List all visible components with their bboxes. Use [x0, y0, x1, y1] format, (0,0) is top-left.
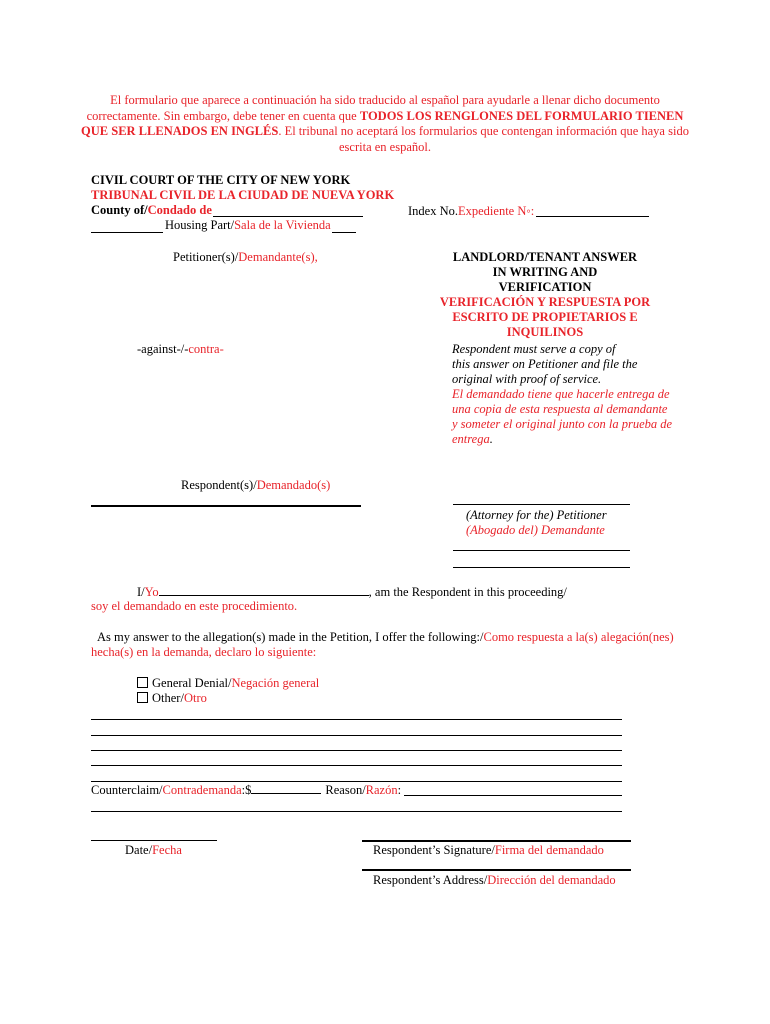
address-label [373, 873, 616, 888]
housing-part-label [165, 218, 331, 233]
county-label-en: County of/ [91, 203, 148, 217]
against-en: -against-/- [137, 342, 189, 356]
answer-intro-es-1: Como respuesta a la(s) alegación(nes) [483, 630, 674, 644]
counterclaim-line-2[interactable] [91, 811, 622, 812]
against-label [137, 342, 224, 357]
respondent-name-field[interactable] [159, 584, 369, 596]
general-denial-checkbox[interactable] [137, 677, 148, 688]
date-es: Fecha [152, 843, 182, 857]
statement-i-en: I/ [137, 585, 145, 599]
counterclaim-en: Counterclaim/ [91, 783, 163, 797]
counterclaim-line [91, 782, 401, 798]
signature-es: Firma del demandado [494, 843, 604, 857]
date-field[interactable] [91, 840, 217, 841]
attorney-label-en: (Attorney for the) Petitioner [466, 508, 607, 522]
reason-colon: : [397, 783, 402, 797]
signature-label [373, 843, 604, 858]
against-es: contra- [188, 342, 224, 356]
title-es-line1: VERIFICACIÓN Y RESPUESTA POR [439, 295, 651, 309]
notice-text-2: . El tribunal no aceptará los formularios que contengan información que haya sido escrita en español. [278, 124, 689, 154]
statement-line [137, 584, 567, 600]
reason-es: Razón [365, 783, 398, 797]
instruction-es-3: y someter el original junto con la prueba de [452, 417, 673, 431]
answer-line-1[interactable] [91, 719, 622, 720]
answer-intro-en: As my answer to the allegation(s) made in the Petition, I offer the following:/ [97, 630, 484, 644]
general-denial-option [137, 676, 319, 691]
counterclaim-amount-field[interactable] [251, 782, 321, 794]
counterclaim-es: Contrademanda [162, 783, 242, 797]
answer-intro-es-2: hecha(s) en la demanda, declaro lo siguiente: [91, 645, 317, 659]
instruction-es-4-period: . [489, 432, 493, 446]
instruction-es-1: El demandado tiene que hacerle entrega de [452, 387, 670, 401]
answer-line-3[interactable] [91, 750, 622, 751]
notice-text-1: El formulario que aparece a continuación ha sido traducido al español para ayudarle a llenar dicho documento correctamente. Sin embargo, debe tener en cuenta que [86, 93, 660, 123]
general-denial-en: General Denial/ [152, 676, 232, 690]
caption-divider [91, 505, 361, 507]
other-checkbox[interactable] [137, 692, 148, 703]
housing-part-en: Housing Part/ [165, 218, 235, 232]
address-en: Respondent’s Address/ [373, 873, 488, 887]
answer-line-2[interactable] [91, 735, 622, 736]
answer-intro [97, 630, 674, 645]
housing-part-underline [332, 232, 356, 233]
instruction-en-1: Respondent must serve a copy of [452, 342, 616, 356]
instruction-es-4 [452, 432, 493, 447]
title-es-line3: INQUILINOS [506, 325, 584, 339]
county-label [91, 203, 212, 218]
signature-field[interactable] [362, 840, 631, 842]
instruction-en-2: this answer on Petitioner and file the [452, 357, 638, 371]
address-es: Dirección del demandado [487, 873, 616, 887]
other-en: Other/ [152, 691, 184, 705]
counterclaim-dollar: :$ [241, 783, 252, 797]
attorney-line-2[interactable] [453, 567, 630, 568]
notice-bold-text: TODOS LOS RENGLONES DEL FORMULARIO TIENEN QUE SER LLENADOS EN INGLÉS [81, 108, 684, 138]
statement-rest-es: soy el demandado en este procedimiento. [91, 599, 298, 613]
housing-part-field[interactable] [91, 232, 163, 233]
attorney-line-1[interactable] [453, 550, 630, 551]
date-label [125, 843, 182, 858]
instruction-es-4-text: entrega [452, 432, 490, 446]
county-label-es: Condado de [147, 203, 212, 217]
statement-i-es: Yo [144, 585, 159, 599]
other-option [137, 691, 207, 706]
address-field[interactable] [362, 869, 631, 871]
title-en-line2: IN WRITING AND [492, 265, 598, 279]
title-en-line1: LANDLORD/TENANT ANSWER [452, 250, 638, 264]
respondent-label [181, 478, 330, 493]
index-number-es: Expediente N◦: [458, 204, 535, 218]
attorney-name-field[interactable] [453, 504, 630, 505]
housing-part-es: Sala de la Vivienda [234, 218, 331, 232]
index-number-label [408, 204, 534, 219]
statement-rest-en: , am the Respondent in this proceeding/ [368, 585, 567, 599]
general-denial-es: Negación general [231, 676, 320, 690]
instruction-en-3: original with proof of service. [452, 372, 602, 386]
signature-en: Respondent’s Signature/ [373, 843, 495, 857]
petitioner-label [173, 250, 318, 265]
petitioner-en: Petitioner(s)/ [173, 250, 239, 264]
respondent-es: Demandado(s) [256, 478, 331, 492]
county-field[interactable] [213, 216, 363, 217]
court-name-es: TRIBUNAL CIVIL DE LA CIUDAD DE NUEVA YORK [91, 188, 395, 202]
instruction-es-2: una copia de esta respuesta al demandante [452, 402, 668, 416]
answer-line-4[interactable] [91, 765, 622, 766]
court-name-en: CIVIL COURT OF THE CITY OF NEW YORK [91, 173, 351, 187]
date-en: Date/ [125, 843, 153, 857]
respondent-en: Respondent(s)/ [181, 478, 257, 492]
reason-en: Reason/ [325, 783, 366, 797]
counterclaim-reason-field[interactable] [404, 795, 622, 796]
title-es-line2: ESCRITO DE PROPIETARIOS E [452, 310, 638, 324]
spanish-notice [80, 93, 690, 155]
attorney-label-es: (Abogado del) Demandante [466, 523, 605, 537]
index-number-field[interactable] [536, 216, 649, 217]
other-es: Otro [183, 691, 207, 705]
petitioner-es: Demandante(s), [238, 250, 318, 264]
title-en-line3: VERIFICATION [498, 280, 592, 294]
index-number-en: Index No. [408, 204, 458, 218]
